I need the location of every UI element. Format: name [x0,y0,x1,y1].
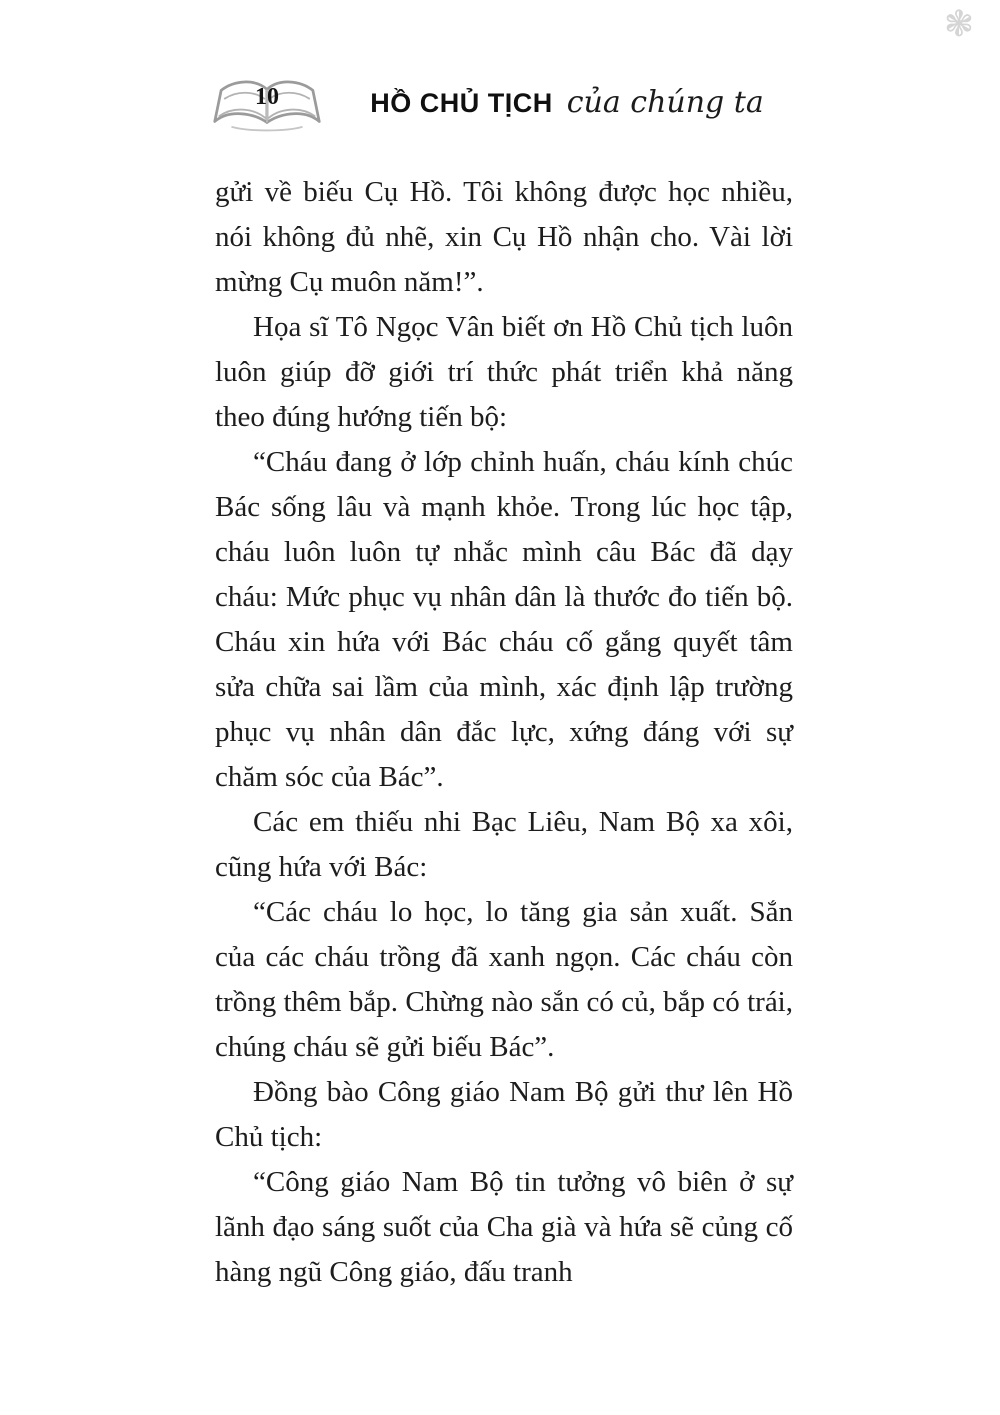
page-body [215,170,793,1295]
paragraph: Họa sĩ Tô Ngọc Vân biết ơn Hồ Chủ tịch luôn luôn giúp đỡ giới trí thức phát triển khả năng theo đúng hướng tiến bộ: [215,311,793,433]
paragraph: “Cháu đang ở lớp chỉnh huấn, cháu kính chúc Bác sống lâu và mạnh khỏe. Trong lúc học tập, cháu luôn luôn tự nhắc mình câu Bác đã dạy cháu: Mức phục vụ nhân dân là thước đo tiến bộ. Cháu xin hứa với Bác cháu cố gắng quyết tâm sửa chữa sai lầm của mình, xác định lập trường phục vụ nhân dân đắc lực, xứng đáng với sự chăm sóc của Bác”. [215,446,793,793]
paragraph: “Các cháu lo học, lo tăng gia sản xuất. Sắn của các cháu trồng đã xanh ngọn. Các cháu còn trồng thêm bắp. Chừng nào sắn có củ, bắp có trái, chúng cháu sẽ gửi biếu Bác”. [215,896,793,1063]
page-title-bold: HỒ CHỦ TỊCH [370,87,553,118]
open-book-icon [212,75,322,135]
page-title-script: của chúng ta [566,84,764,120]
paragraph: “Công giáo Nam Bộ tin tưởng vô biên ở sự lãnh đạo sáng suốt của Cha già và hứa sẽ củng cố hàng ngũ Công giáo, đấu tranh [215,1166,793,1288]
page-header [212,74,798,136]
paragraph: Các em thiếu nhi Bạc Liêu, Nam Bộ xa xôi, cũng hứa với Bác: [215,806,793,883]
page-number: 10 [255,84,279,110]
paragraph: gửi về biếu Cụ Hồ. Tôi không được học nhiều, nói không đủ nhẽ, xin Cụ Hồ nhận cho. Vài lời mừng Cụ muôn năm!”. [215,176,793,298]
flower-ornament-icon: ❃ [943,4,974,44]
page-title [322,85,798,126]
paragraph: Đồng bào Công giáo Nam Bộ gửi thư lên Hồ Chủ tịch: [215,1076,793,1153]
